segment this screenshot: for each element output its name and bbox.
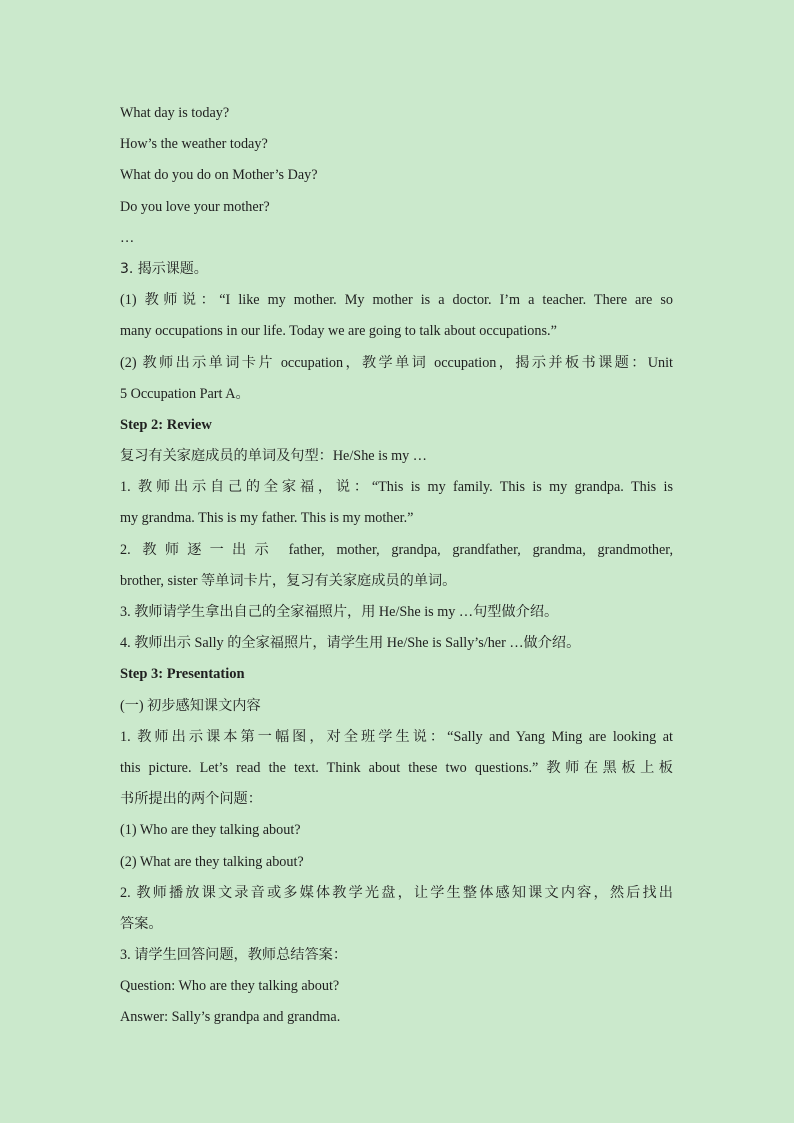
audio-line-2: 答案。: [120, 915, 163, 932]
first-picture-line-2: this picture. Let’s read the text. Think about these two questions.” 教师在黑板上板: [120, 759, 673, 776]
teacher-says-line-2: many occupations in our life. Today we are going to talk about occupations.”: [120, 323, 557, 340]
first-picture-line-3: 书所提出的两个问题：: [120, 791, 262, 808]
ellipsis-line: …: [120, 229, 135, 246]
question-1: (1) Who are they talking about?: [120, 822, 301, 839]
answer-text: Answer: Sally’s grandpa and grandma.: [120, 1009, 341, 1026]
family-photo-line-1: 1. 教师出示自己的全家福，说：“This is my family. This is my grandpa. This is: [120, 479, 673, 496]
question-what-day: What day is today?: [120, 105, 230, 121]
sally-photo-line: 4. 教师出示 Sally 的全家福照片，请学生用 He/She is Sally’s/her …做介绍。: [120, 635, 581, 652]
word-card-line-1: (2) 教师出示单词卡片 occupation，教学单词 occupation，揭示并板书课题：Unit: [120, 354, 673, 371]
teacher-says-line-1: (1) 教师说：“I like my mother. My mother is a doctor. I’m a teacher. There are so: [120, 292, 673, 309]
review-intro: 复习有关家庭成员的单词及句型：He/She is my …: [120, 448, 427, 465]
question-love-mother: Do you love your mother?: [120, 198, 270, 215]
step-2-heading: Step 2: Review: [120, 416, 212, 433]
reveal-topic-heading: 3. 揭示课题。: [120, 260, 208, 277]
word-card-line-2: 5 Occupation Part A。: [120, 385, 250, 402]
audio-line-1: 2. 教师播放课文录音或多媒体教学光盘，让学生整体感知课文内容，然后找出: [120, 884, 673, 901]
lesson-plan-text: [120, 98, 673, 1034]
perception-subheading: (一) 初步感知课文内容: [120, 697, 261, 714]
student-photo-line: 3. 教师请学生拿出自己的全家福照片，用 He/She is my …句型做介绍。: [120, 604, 559, 620]
first-picture-line-1: 1. 教师出示课本第一幅图，对全班学生说：“Sally and Yang Ming are looking at: [120, 728, 673, 745]
question-text: Question: Who are they talking about?: [120, 978, 340, 995]
answer-summary-line: 3. 请学生回答问题，教师总结答案：: [120, 947, 348, 964]
question-weather: How’s the weather today?: [120, 136, 268, 153]
family-words-line-2: brother, sister 等单词卡片，复习有关家庭成员的单词。: [120, 572, 457, 589]
family-words-line-1: 2. 教师逐一出示 father, mother, grandpa, grandfather, grandma, grandmother,: [120, 541, 673, 558]
question-mothers-day: What do you do on Mother’s Day?: [120, 167, 318, 184]
family-photo-line-2: my grandma. This is my father. This is my mother.”: [120, 510, 414, 527]
question-2: (2) What are they talking about?: [120, 853, 304, 870]
step-3-heading: Step 3: Presentation: [120, 666, 245, 683]
